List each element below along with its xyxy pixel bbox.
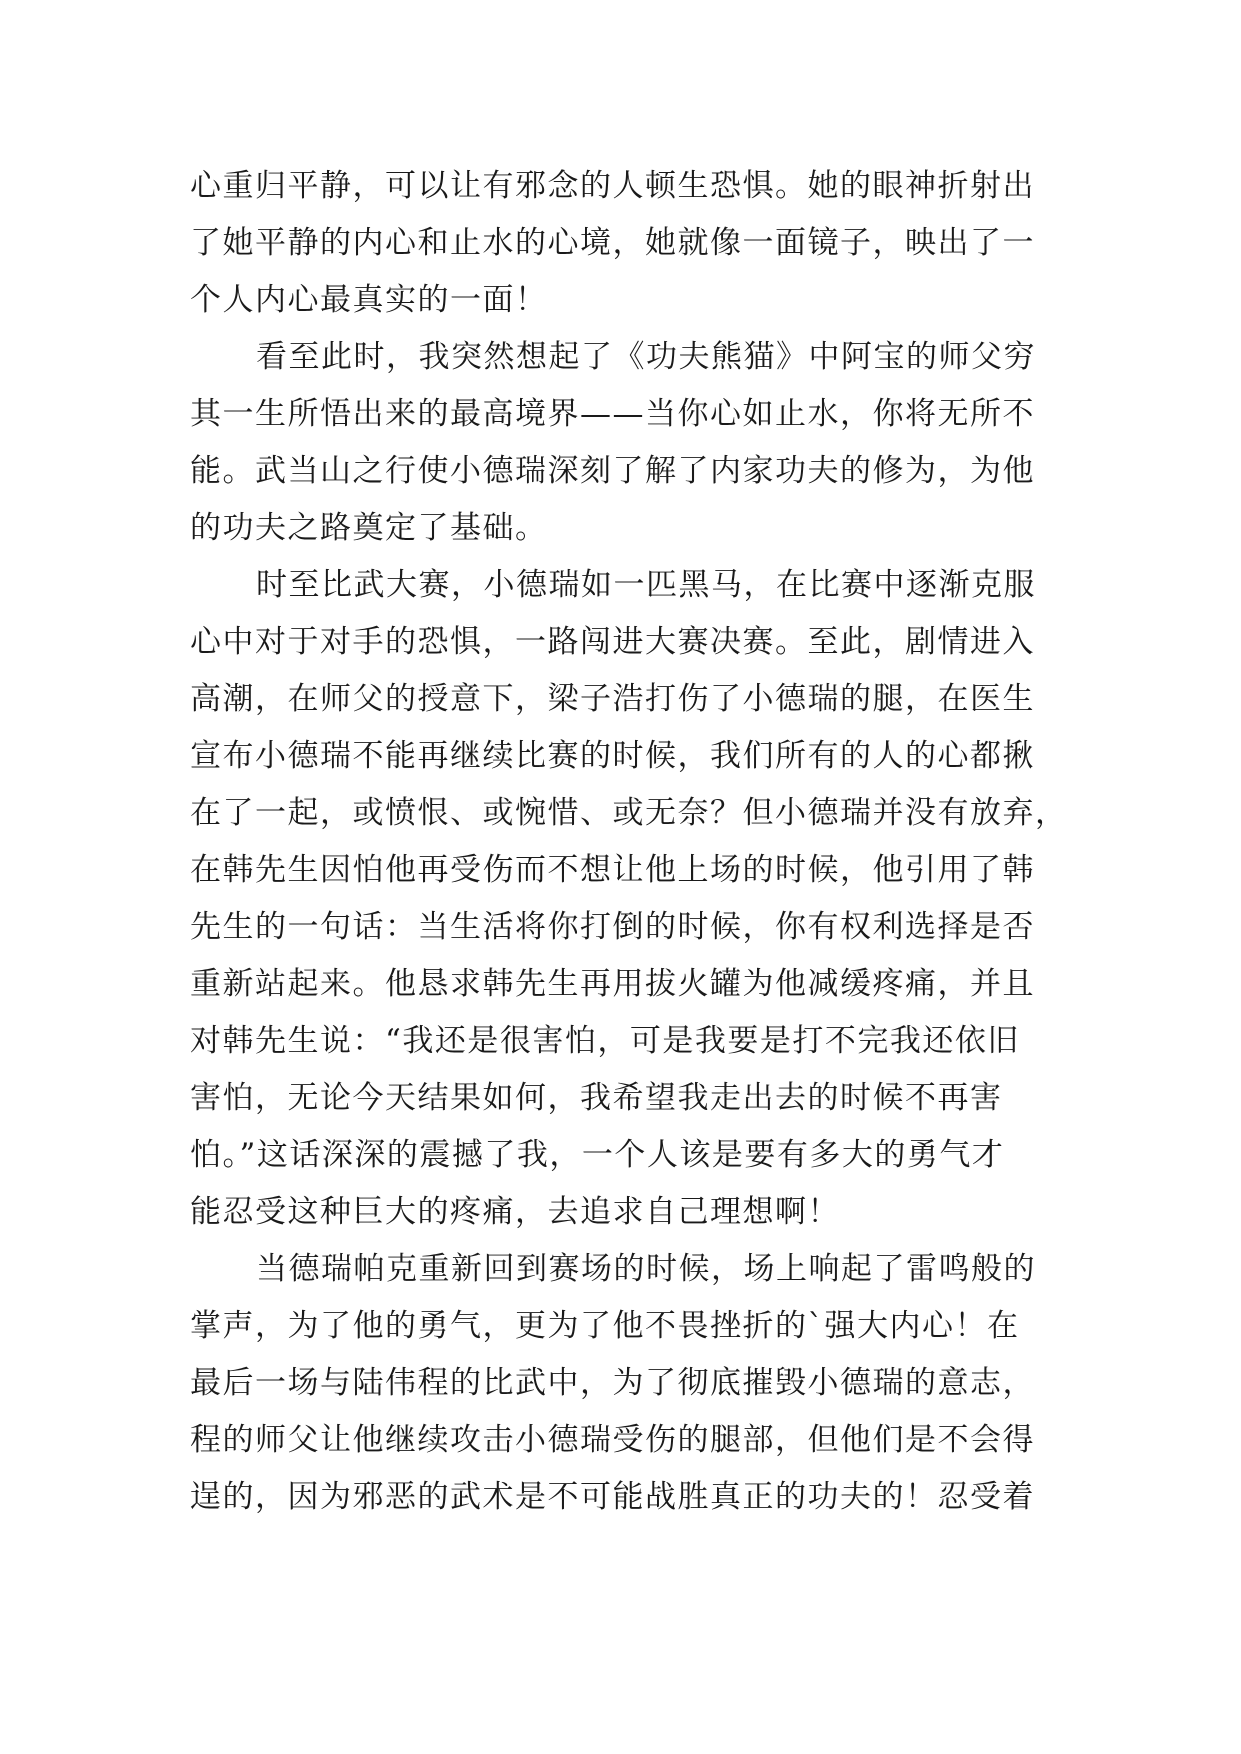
text-line: 在了一起，或愤恨、或惋惜、或无奈？但小德瑞并没有放弃， (190, 795, 1068, 831)
text-line: 能。武当山之行使小德瑞深刻了解了内家功夫的修为，为他 (190, 453, 1035, 489)
text-line: 先生的一句话：当生活将你打倒的时候，你有权利选择是否 (190, 909, 1035, 945)
paragraph-first-line: 当德瑞帕克重新回到赛场的时候，场上响起了雷鸣般的 (256, 1251, 1036, 1287)
text-line: 心中对于对手的恐惧，一路闯进大赛决赛。至此，剧情进入 (190, 624, 1035, 660)
text-line: 的功夫之路奠定了基础。 (190, 510, 548, 546)
text-line: 能忍受这种巨大的疼痛，去追求自己理想啊！ (190, 1194, 840, 1230)
text-line: 怕。”这话深深的震撼了我，一个人该是要有多大的勇气才 (190, 1137, 1005, 1173)
text-line: 高潮，在师父的授意下，梁子浩打伤了小德瑞的腿，在医生 (190, 681, 1035, 717)
text-line: 在韩先生因怕他再受伤而不想让他上场的时候，他引用了韩 (190, 852, 1035, 888)
text-line: 宣布小德瑞不能再继续比赛的时候，我们所有的人的心都揪 (190, 738, 1035, 774)
body-text (190, 158, 1070, 1526)
text-line: 掌声，为了他的勇气，更为了他不畏挫折的`强大内心！在 (190, 1308, 1020, 1344)
text-line: 程的师父让他继续攻击小德瑞受伤的腿部，但他们是不会得 (190, 1422, 1035, 1458)
paragraph-first-line: 时至比武大赛，小德瑞如一匹黑马，在比赛中逐渐克服 (256, 567, 1036, 603)
text-line: 最后一场与陆伟程的比武中，为了彻底摧毁小德瑞的意志， (190, 1365, 1035, 1401)
text-line: 其一生所悟出来的最高境界——当你心如止水，你将无所不 (190, 396, 1035, 432)
text-line: 对韩先生说：“我还是很害怕，可是我要是打不完我还依旧 (190, 1023, 1020, 1059)
text-line: 个人内心最真实的一面！ (190, 282, 548, 318)
text-line: 重新站起来。他恳求韩先生再用拔火罐为他减缓疼痛，并且 (190, 966, 1035, 1002)
text-line: 心重归平静，可以让有邪念的人顿生恐惧。她的眼神折射出 (190, 168, 1035, 204)
text-line: 害怕，无论今天结果如何，我希望我走出去的时候不再害 (190, 1080, 1003, 1116)
paragraph-first-line: 看至此时，我突然想起了《功夫熊猫》中阿宝的师父穷 (256, 339, 1036, 375)
text-line: 了她平静的内心和止水的心境，她就像一面镜子，映出了一 (190, 225, 1035, 261)
text-line: 逞的，因为邪恶的武术是不可能战胜真正的功夫的！忍受着 (190, 1479, 1035, 1515)
